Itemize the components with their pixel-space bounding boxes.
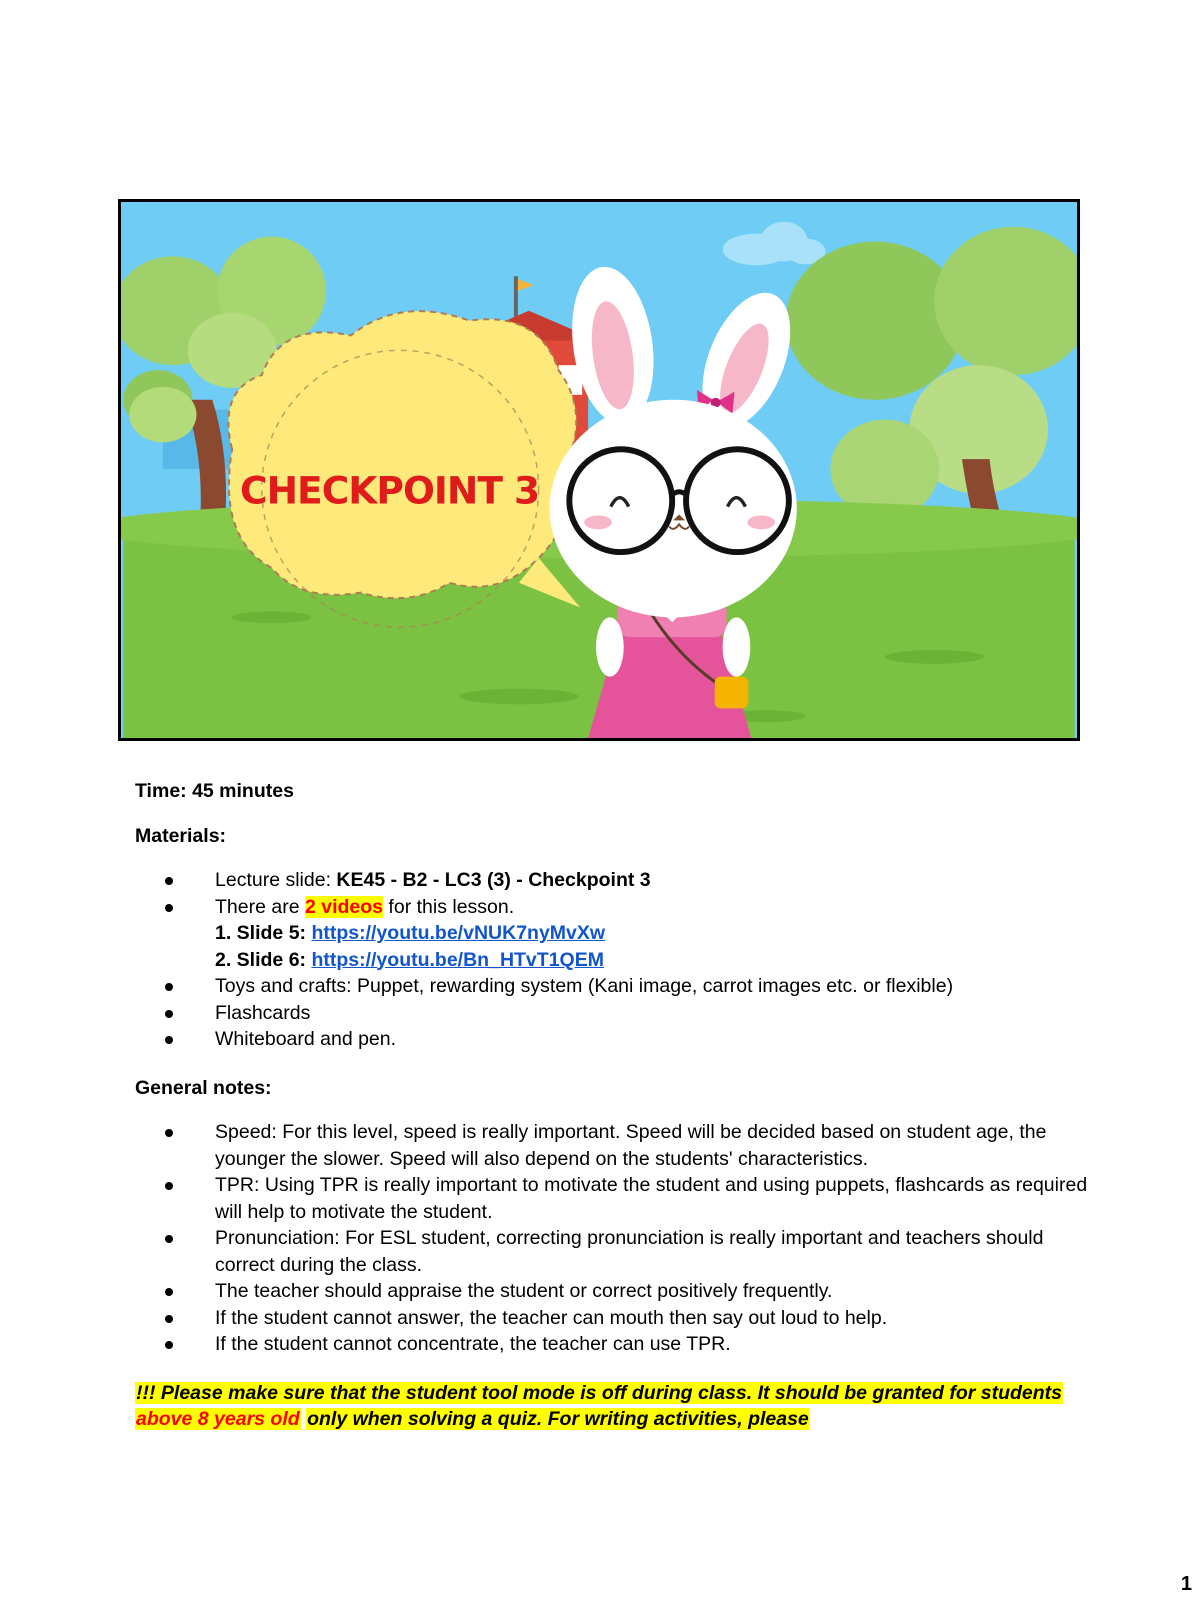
slide-video-1-label: 1. Slide 5: — [215, 922, 312, 944]
checkpoint-banner-image — [118, 199, 1080, 741]
warning-age: above 8 years old — [136, 1407, 300, 1430]
list-item: TPR: Using TPR is really important to motivate the student and using puppets, flashcards as required will help to motivate the student. — [135, 1172, 1095, 1225]
list-item: Pronunciation: For ESL student, correcting pronunciation is really important and teachers should correct during the class. — [135, 1225, 1095, 1278]
general-notes-list — [135, 1119, 1095, 1358]
videos-prefix: There are — [215, 895, 305, 918]
slide-video-2 — [215, 947, 1095, 974]
list-item — [135, 867, 1095, 894]
list-item: Speed: For this level, speed is really important. Speed will be decided based on student age, the younger the slower. Speed will also depend on the students' characteristics. — [135, 1119, 1095, 1172]
videos-count: 2 videos — [304, 895, 384, 918]
lecture-slide-name: KE45 - B2 - LC3 (3) - Checkpoint 3 — [336, 869, 651, 891]
general-notes-heading: General notes: — [135, 1076, 272, 1099]
materials-heading: Materials: — [135, 824, 227, 847]
slide-video-1 — [215, 920, 1095, 947]
slide-video-2-label: 2. Slide 6: — [215, 948, 312, 971]
list-item: The teacher should appraise the student or correct positively frequently. — [135, 1278, 1095, 1305]
slide-video-1-link[interactable]: https://youtu.be/vNUK7nyMvXw — [311, 922, 606, 944]
lecture-slide-prefix: Lecture slide: — [215, 869, 337, 891]
warning-text-2: only when solving a quiz. For writing activities, please — [307, 1407, 809, 1430]
time-label: Time: 45 minutes — [135, 780, 294, 802]
list-item: Toys and crafts: Puppet, rewarding system (Kani image, carrot images etc. or flexible) — [135, 973, 1095, 1000]
list-item: Flashcards — [135, 1000, 1095, 1027]
list-item: If the student cannot concentrate, the teacher can use TPR. — [135, 1331, 1095, 1358]
slide-video-2-link[interactable]: https://youtu.be/Bn_HTvT1QEM — [311, 948, 604, 971]
lesson-plan-body — [135, 778, 1095, 1432]
list-item: If the student cannot answer, the teacher can mouth then say out loud to help. — [135, 1305, 1095, 1332]
tool-mode-warning — [135, 1380, 1095, 1432]
page-number: 1 — [1180, 1573, 1192, 1595]
videos-suffix: for this lesson. — [383, 895, 515, 918]
list-item: Whiteboard and pen. — [135, 1026, 1095, 1053]
banner-title: CHECKPOINT 3 — [240, 468, 540, 513]
list-item — [135, 894, 1095, 974]
warning-text-1: !!! Please make sure that the student tool mode is off during class. It should be granted for students — [136, 1381, 1063, 1404]
materials-list — [135, 867, 1095, 1053]
